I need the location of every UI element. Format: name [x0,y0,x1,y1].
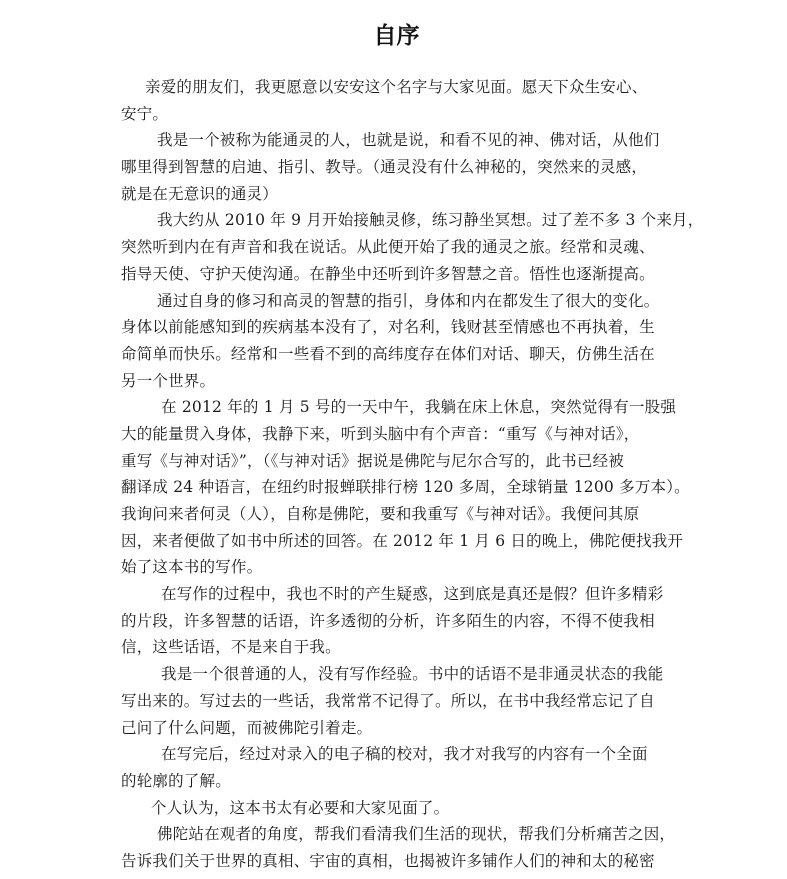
text-line: 突然听到内在有声音和我在说话。从此便开始了我的通灵之旅。经常和灵魂、 [121,238,655,257]
text-line: 我询问来者何灵（人），自称是佛陀，要和我重写《与神对话》。我便问其原 [121,505,640,523]
preface-body [121,74,704,875]
text-line: 佛陀站在观者的角度，帮我们看清我们生活的现状，帮我们分析痛苦之因， [157,825,676,844]
text-line: 亲爱的朋友们，我更愿意以安安这个名字与大家见面。愿天下众生安心、 [145,78,648,96]
text-line: 命简单而快乐。经常和一些看不到的高纬度存在体们对话、聊天，仿佛生活在 [121,344,655,363]
text-line: 的片段，许多智慧的话语，许多透彻的分析，许多陌生的内容，不得不使我相 [121,611,655,630]
text-line: 大的能量贯入身体，我静下来，听到头脑中有个声音：“重写《与神对话》， [121,424,640,443]
text-line: 个人认为，这本书太有必要和大家见面了。 [151,798,450,817]
text-line: 在写完后，经过对录入的电子稿的校对，我才对我写的内容有一个全面 [161,745,648,764]
text-line: 通过自身的修习和高灵的智慧的指引，身体和内在都发生了很大的变化。 [157,291,660,310]
text-line: 写出来的。写过去的一些话，我常常不记得了。所以，在书中我经常忘记了自 [121,691,655,710]
text-line: 在 2012 年的 1 月 5 号的一天中午，我躺在床上休息，突然觉得有一股强 [161,398,677,417]
text-line: 己问了什么问题，而被佛陀引着走。 [121,718,373,737]
text-line: 我是一个很普通的人，没有写作经验。书中的话语不是非通灵状态的我能 [161,665,664,684]
text-line: 身体以前能感知到的疾病基本没有了，对名利，钱财甚至情感也不再执着，生 [121,318,655,337]
text-line: 翻译成 24 种语言，在纽约时报蝉联排行榜 120 多周，全球销量 1200 多万本）。 [121,478,690,497]
text-line: 在写作的过程中，我也不时的产生疑惑，这到底是真还是假？但许多精彩 [161,585,664,604]
text-line: 信，这些话语，不是来自于我。 [121,638,341,657]
text-line: 重写《与神对话》”，（《与神对话》据说是佛陀与尼尔合写的，此书已经被 [121,451,624,470]
text-line: 因，来者便做了如书中所述的回答。在 2012 年 1 月 6 日的晚上，佛陀便找我开 [121,531,684,550]
text-line: 始了这本书的写作。 [121,558,263,577]
text-line: 的轮廓的了解。 [121,771,231,790]
text-line: 告诉我们关于世界的真相、宇宙的真相，也揭被许多铺作人们的神和太的秘密 [121,851,655,870]
text-line: 哪里得到智慧的启迪、指引、教导。（通灵没有什么神秘的，突然来的灵感， [121,158,648,177]
text-line: 就是在无意识的通灵） [121,184,279,203]
page-title: 自序 [373,23,420,49]
text-line: 我大约从 2010 年 9 月开始接触灵修，练习静坐冥想。过了差不多 3 个来月， [157,211,704,230]
text-line: 指导天使、守护天使沟通。在静坐中还听到许多智慧之音。悟性也逐渐提高。 [121,264,655,283]
text-line: 另一个世界。 [121,371,216,390]
text-line: 我是一个被称为能通灵的人，也就是说，和看不见的神、佛对话，从他们 [157,131,660,150]
text-line: 安宁。 [121,104,169,123]
